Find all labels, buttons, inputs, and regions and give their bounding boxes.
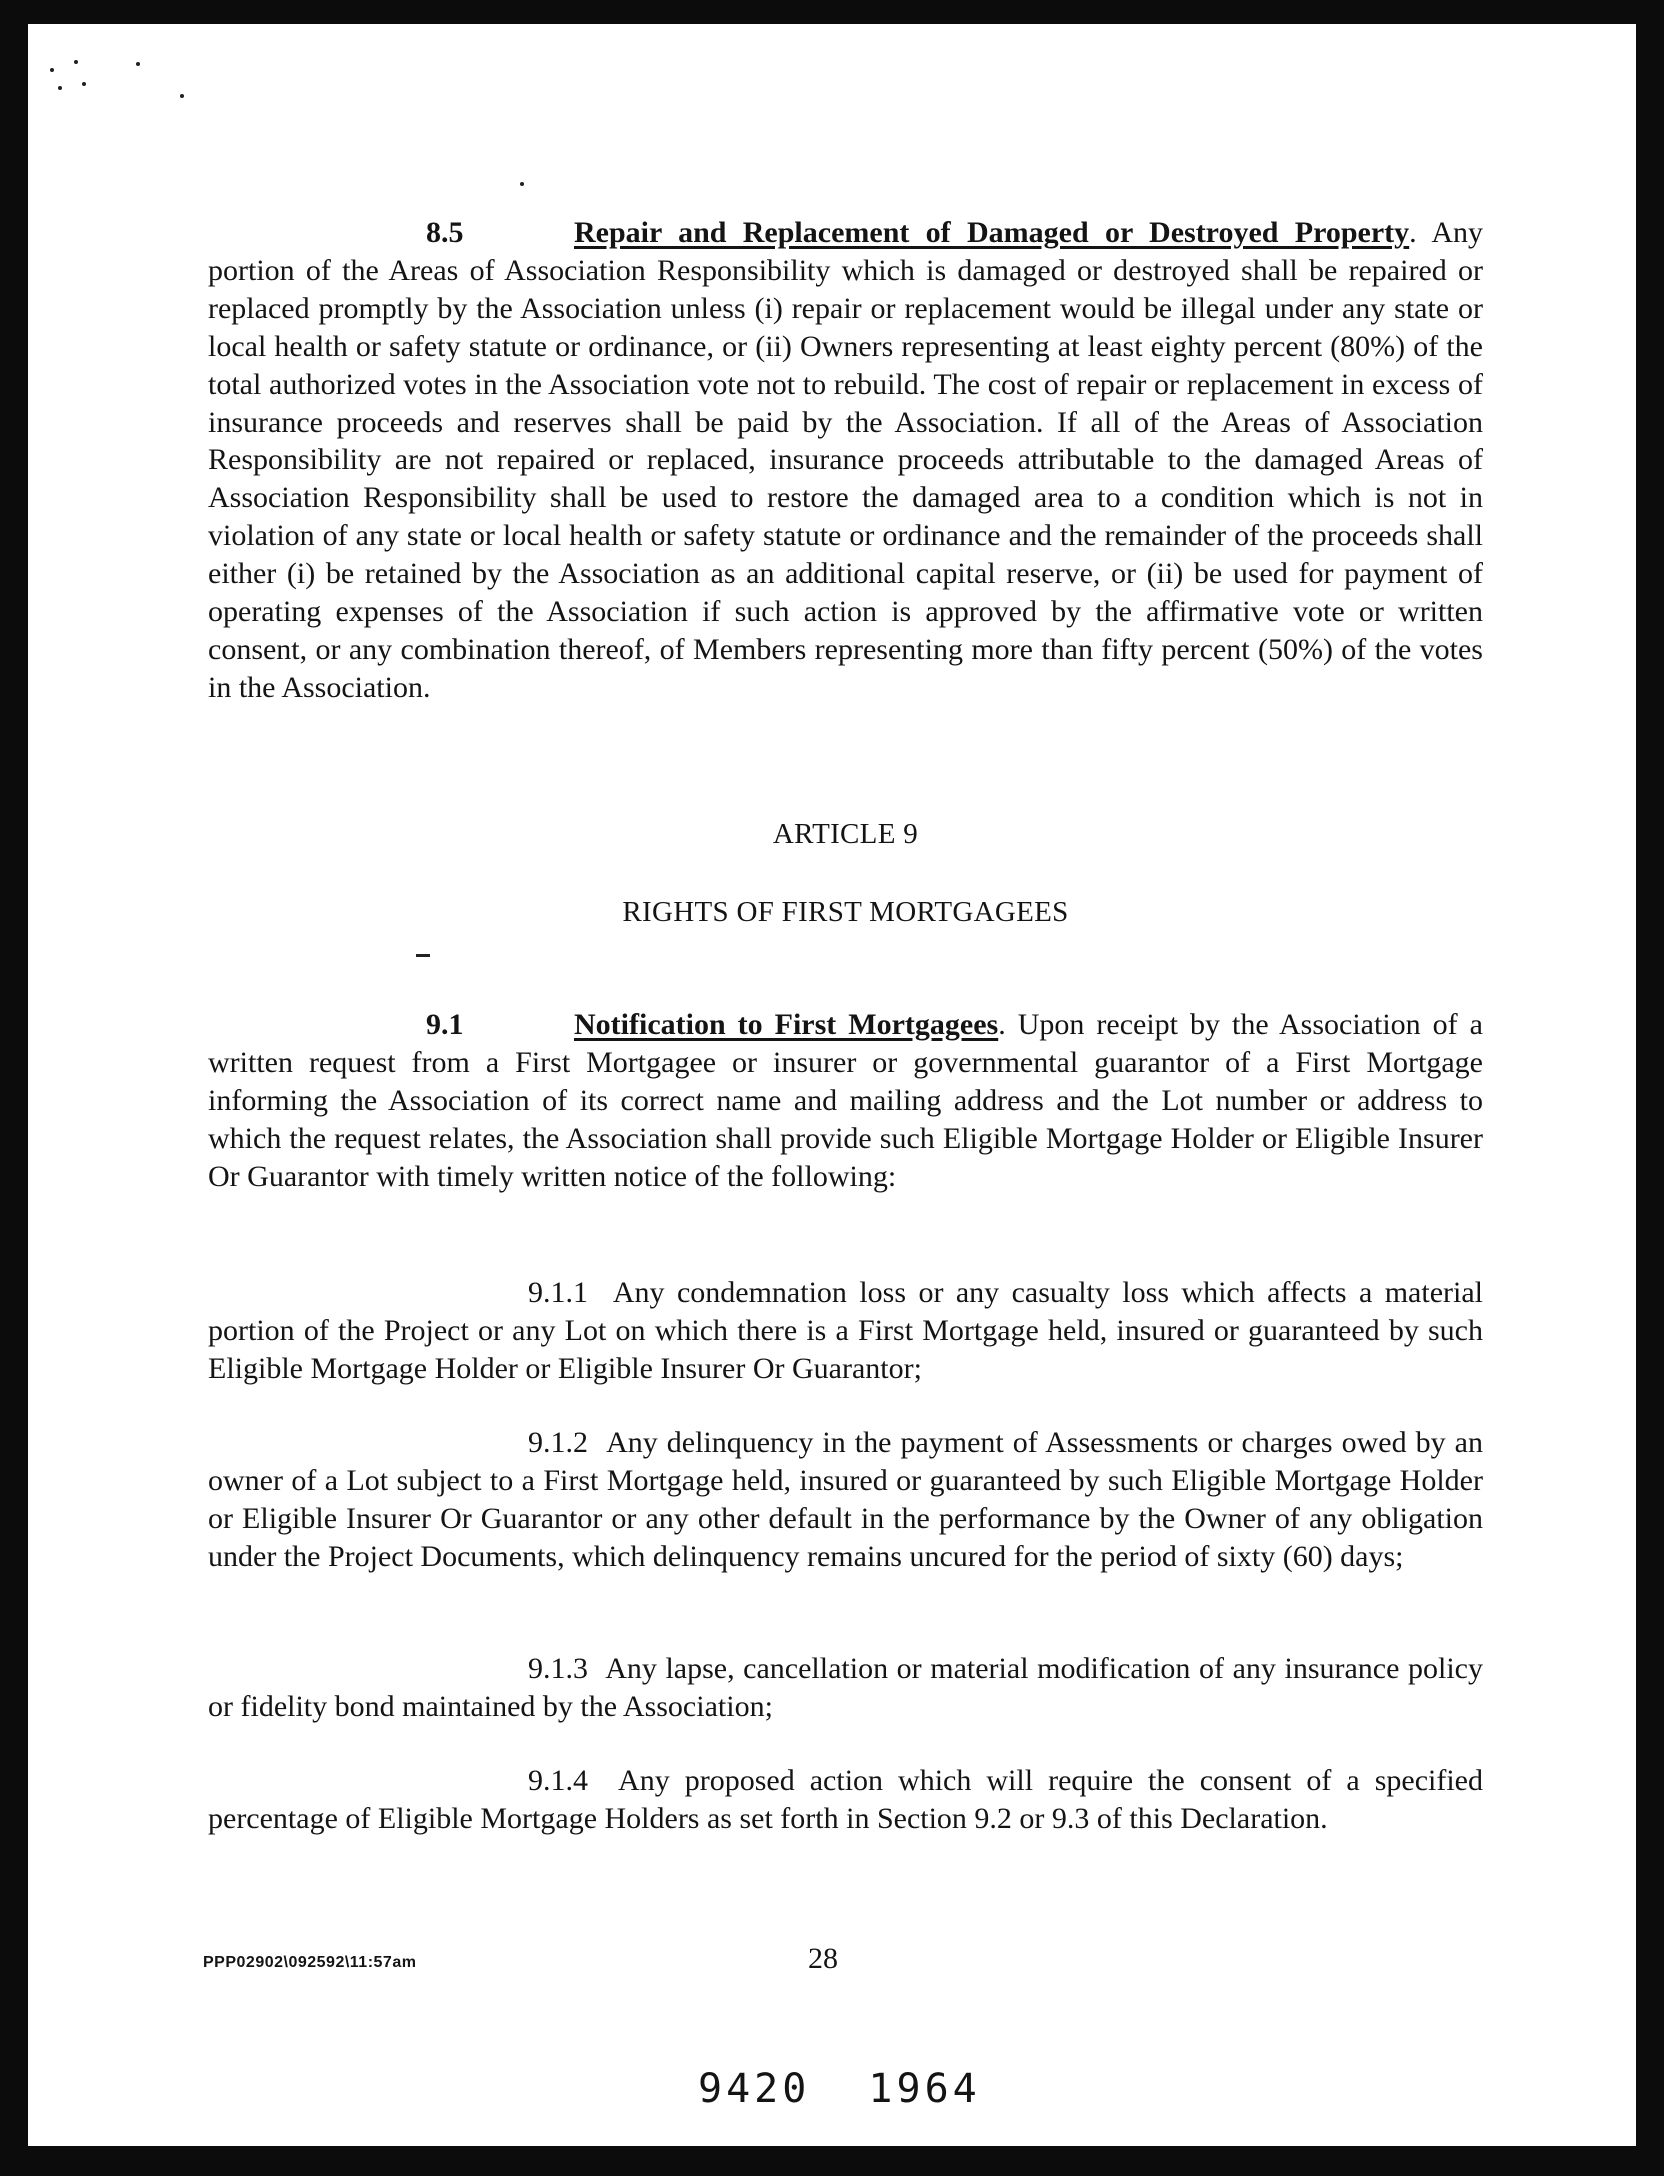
section-9-1-body: . Upon receipt by the Association of a written request from a First Mortgagee or insurer or governmental guarantor of a First Mortgage informing the Association of its correct name and mailing address and the Lot number or address to which the request relates, the Association shall provide such Eligible Mortgage Holder or Eligible Insurer Or Guarantor with timely written notice of the following:: [208, 1008, 1483, 1193]
section-8-5-title: Repair and Replacement of Damaged or Destroyed Property: [574, 216, 1410, 249]
subsection-9-1-3: [208, 1650, 1483, 1726]
stray-mark: [416, 954, 430, 957]
bates-right: 1964: [868, 2066, 981, 2112]
subsection-text: Any condemnation loss or any casualty loss which affects a material portion of the Project or any Lot on which there is a First Mortgage held, insured or guaranteed by such Eligible Mortgage Holder or Eligible Insurer Or Guarantor;: [208, 1276, 1484, 1385]
scan-speck: [50, 68, 54, 72]
subsection-text: Any lapse, cancellation or material modification of any insurance policy or fidelity bond maintained by the Association;: [208, 1652, 1484, 1723]
section-8-5-body: . Any portion of the Areas of Association Responsibility which is damaged or destroyed shall be repaired or replaced promptly by the Association unless (i) repair or replacement would be illegal under any state or local health or safety statute or ordinance, or (ii) Owners representing at least eighty percent (80%) of the total authorized votes in the Association vote not to rebuild. The cost of repair or replacement in excess of insurance proceeds and reserves shall be paid by the Association. If all of the Areas of Association Responsibility are not repaired or replaced, insurance proceeds attributable to the damaged Areas of Association Responsibility shall be used to restore the damaged area to a condition which is not in violation of any state or local health or safety statute or ordinance and the remainder of the proceeds shall either (i) be retained by the Association as an additional capital reserve, or (ii) be used for payment of operating expenses of the Association if such action is approved by the affirmative vote or written consent, or any combination thereof, of Members representing more than fifty percent (50%) of the votes in the Association.: [208, 216, 1483, 704]
subsection-number: 9.1.1: [528, 1276, 588, 1309]
document-page: [28, 24, 1636, 2146]
subsection-9-1-1: [208, 1274, 1483, 1388]
section-9-1-title: Notification to First Mortgagees: [574, 1008, 999, 1041]
scan-speck: [180, 94, 184, 98]
subsection-text: Any delinquency in the payment of Assessments or charges owed by an owner of a Lot subject to a First Mortgage held, insured or guaranteed by such Eligible Mortgage Holder or Eligible Insurer Or Guarantor or any other default in the performance by the Owner of any obligation under the Project Documents, which delinquency remains uncured for the period of sixty (60) days;: [208, 1426, 1483, 1573]
article-label: ARTICLE 9: [772, 818, 919, 850]
bates-number: [698, 2066, 981, 2112]
section-9-1-number: 9.1: [426, 1008, 464, 1041]
scan-speck: [58, 86, 62, 90]
document-code: PPP02902\092592\11:57am: [203, 1954, 417, 1971]
scan-speck: [74, 60, 78, 64]
section-8-5: [208, 214, 1483, 707]
subsection-number: 9.1.3: [528, 1652, 588, 1685]
scan-speck: [136, 62, 140, 66]
article-heading: RIGHTS OF FIRST MORTGAGEES: [622, 896, 1069, 928]
subsection-number: 9.1.2: [528, 1426, 588, 1459]
subsection-text: Any proposed action which will require the consent of a specified percentage of Eligible Mortgage Holders as set forth in Section 9.2 or 9.3 of this Declaration.: [208, 1764, 1483, 1835]
scan-speck: [82, 82, 86, 86]
subsection-9-1-4: [208, 1762, 1483, 1838]
section-9-1: [208, 1006, 1483, 1196]
subsection-9-1-2: [208, 1424, 1483, 1576]
bates-left: 9420: [698, 2066, 811, 2112]
subsection-number: 9.1.4: [528, 1764, 588, 1797]
section-8-5-number: 8.5: [426, 216, 464, 249]
scan-speck: [520, 182, 524, 186]
page-number: 28: [808, 1942, 838, 1975]
